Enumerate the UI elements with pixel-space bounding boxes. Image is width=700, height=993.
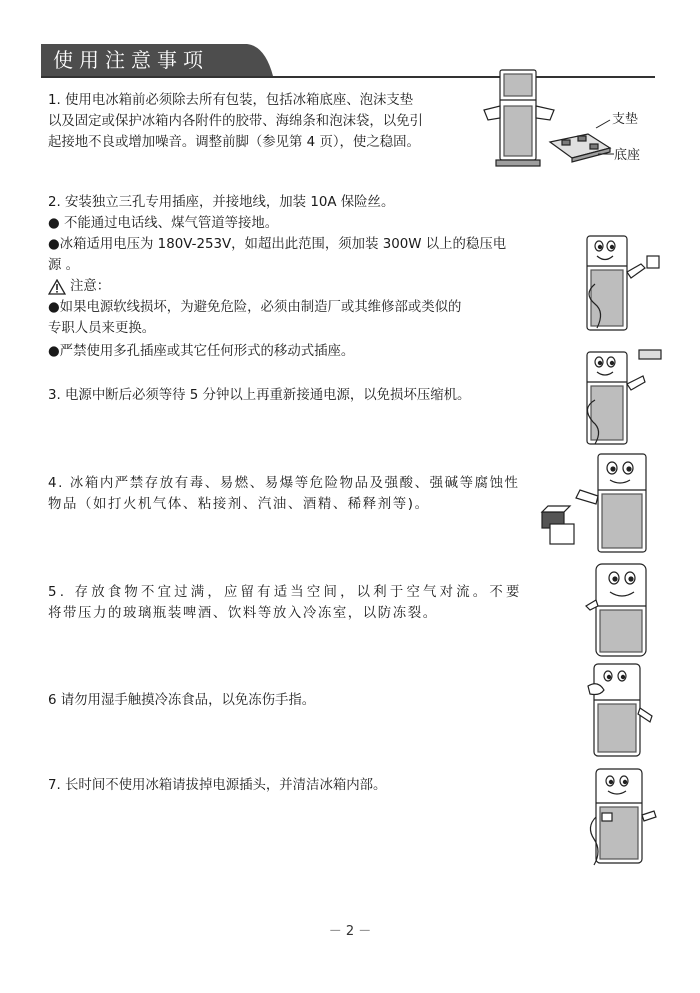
item1-line1: 1. 使用电冰箱前必须除去所有包装，包括冰箱底座、泡沫支垫 <box>48 93 414 108</box>
item4-line2: 物品（如打火机气体、粘接剂、汽油、酒精、稀释剂等)。 <box>48 497 430 512</box>
label-base: 底座 <box>614 148 641 163</box>
caution-label: 注意： <box>70 279 111 294</box>
item4-line1: 4. 冰箱内严禁存放有毒、易燃、易爆等危险物品及强酸、强碱等腐蚀性 <box>48 476 520 491</box>
section-title: 使用注意事项 <box>53 48 209 72</box>
item2-bullet3-line2: 专职人员来更换。 <box>48 321 156 336</box>
page-number: － 2 － <box>328 924 372 939</box>
fridge-hazardous-goods-illustration <box>536 450 666 555</box>
item1-line2: 以及固定或保护冰箱内各附件的胶带、海绵条和泡沫袋，以免引 <box>48 114 423 129</box>
item1-line3: 起接地不良或增加噪音。调整前脚（参见第 4 页），使之稳固。 <box>48 135 420 150</box>
fridge-unplug-clean-illustration <box>582 765 662 870</box>
item6-text: 6 请勿用湿手触摸冷冻食品，以免冻伤手指。 <box>48 693 316 708</box>
item2-bullet3-line1: ●如果电源软线损坏，为避免危险，必须由制造厂或其维修部或类似的 <box>48 300 462 315</box>
fridge-plug-socket-illustration <box>575 232 665 334</box>
item5-line1: 5. 存放食物不宜过满，应留有适当空间，以利于空气对流。不要 <box>48 585 523 600</box>
fridge-wet-hands-illustration <box>580 660 660 760</box>
label-support: 支垫 <box>612 112 639 127</box>
fridge-airflow-illustration <box>582 560 662 660</box>
item2-bullet2-line2: 源 。 <box>48 258 80 273</box>
item2-bullet4: ●严禁使用多孔插座或其它任何形式的移动式插座。 <box>48 344 355 359</box>
item2-main: 2. 安装独立三孔专用插座，并接地线，加装 10A 保险丝。 <box>48 195 395 210</box>
item2-bullet1: ● 不能通过电话线、煤气管道等接地。 <box>48 216 279 231</box>
section-title-banner <box>41 44 273 76</box>
item7-text: 7. 长时间不使用冰箱请拔掉电源插头，并清洁冰箱内部。 <box>48 778 387 793</box>
item3-text: 3. 电源中断后必须等待 5 分钟以上再重新接通电源，以免损坏压缩机。 <box>48 388 471 403</box>
item2-bullet2-line1: ●冰箱适用电压为 180V-253V，如超出此范围，须加装 300W 以上的稳压电 <box>48 237 507 252</box>
fridge-power-wait-illustration <box>575 348 665 448</box>
warning-icon <box>48 279 66 295</box>
item5-line2: 将带压力的玻璃瓶装啤酒、饮料等放入冷冻室，以防冻裂。 <box>48 606 438 621</box>
